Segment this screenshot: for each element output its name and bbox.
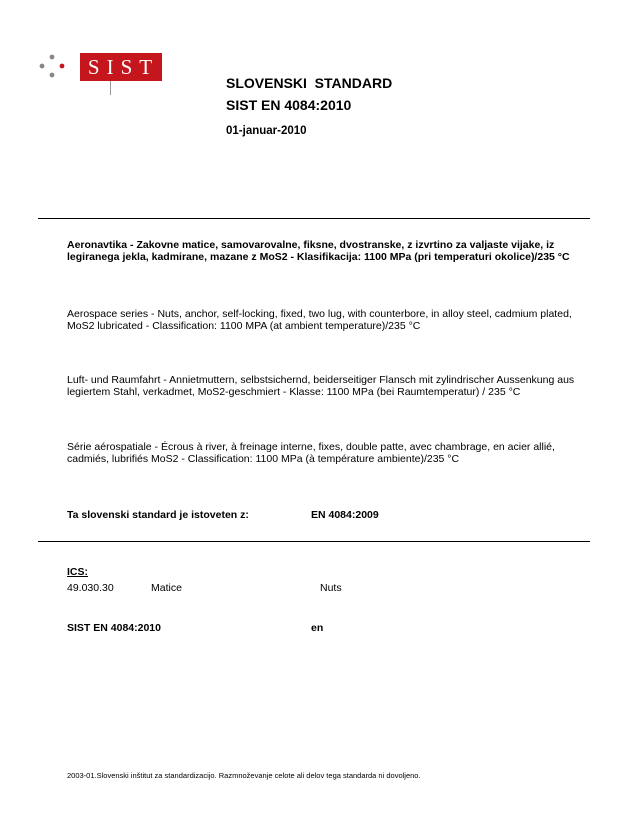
identical-value: EN 4084:2009 xyxy=(311,509,379,521)
top-rule xyxy=(38,218,590,219)
identical-label: Ta slovenski standard je istoveten z: xyxy=(67,509,249,521)
document-language: en xyxy=(311,622,324,634)
ics-term-sl: Matice xyxy=(151,582,182,594)
document-code: SIST EN 4084:2010 xyxy=(67,622,161,634)
title-english: Aerospace series - Nuts, anchor, self-locking, fixed, two lug, with counterbore, in alloy steel, cadmium plated, MoS2 lubricated - Classification: 1100 MPA (at ambient temperature)/235 °C xyxy=(67,308,572,333)
copyright-footer: 2003-01.Slovenski inštitut za standardizacijo. Razmnoževanje celote ali delov tega standarda ni dovoljeno. xyxy=(67,771,421,780)
logo-divider xyxy=(110,81,111,95)
sist-logo-dots-icon xyxy=(38,52,78,84)
standard-date: 01-januar-2010 xyxy=(226,125,307,137)
title-french: Série aérospatiale - Écrous à river, à freinage interne, fixes, double patte, avec chambrage, en acier allié, cadmiés, lubrifiés MoS2 - Classification: 1100 MPa (à température ambiente)/235 °C xyxy=(67,441,555,466)
standard-code: SIST EN 4084:2010 xyxy=(226,97,352,113)
title-slovenian: Aeronavtika - Zakovne matice, samovarovalne, fiksne, dvostranske, z izvrtino za valjaste vijake, iz legiranega jekla, kadmirane, mazane z MoS2 - Klasifikacija: 1100 MPa (pri temperaturi okolice)/235 °C xyxy=(67,239,570,264)
ics-code: 49.030.30 xyxy=(67,582,114,594)
ics-label: ICS: xyxy=(67,566,88,578)
sist-logo: SIST xyxy=(80,53,162,81)
standard-heading: SLOVENSKI STANDARD xyxy=(226,75,393,91)
ics-term-en: Nuts xyxy=(320,582,342,594)
bottom-rule xyxy=(38,541,590,542)
title-german: Luft- und Raumfahrt - Annietmuttern, selbstsichernd, beiderseitiger Flansch mit zylindrischer Aussenkung aus legiertem Stahl, verkadmet, MoS2-geschmiert - Klasse: 1100 MPa (bei Raumtemperatur) / 235 °C xyxy=(67,374,575,399)
